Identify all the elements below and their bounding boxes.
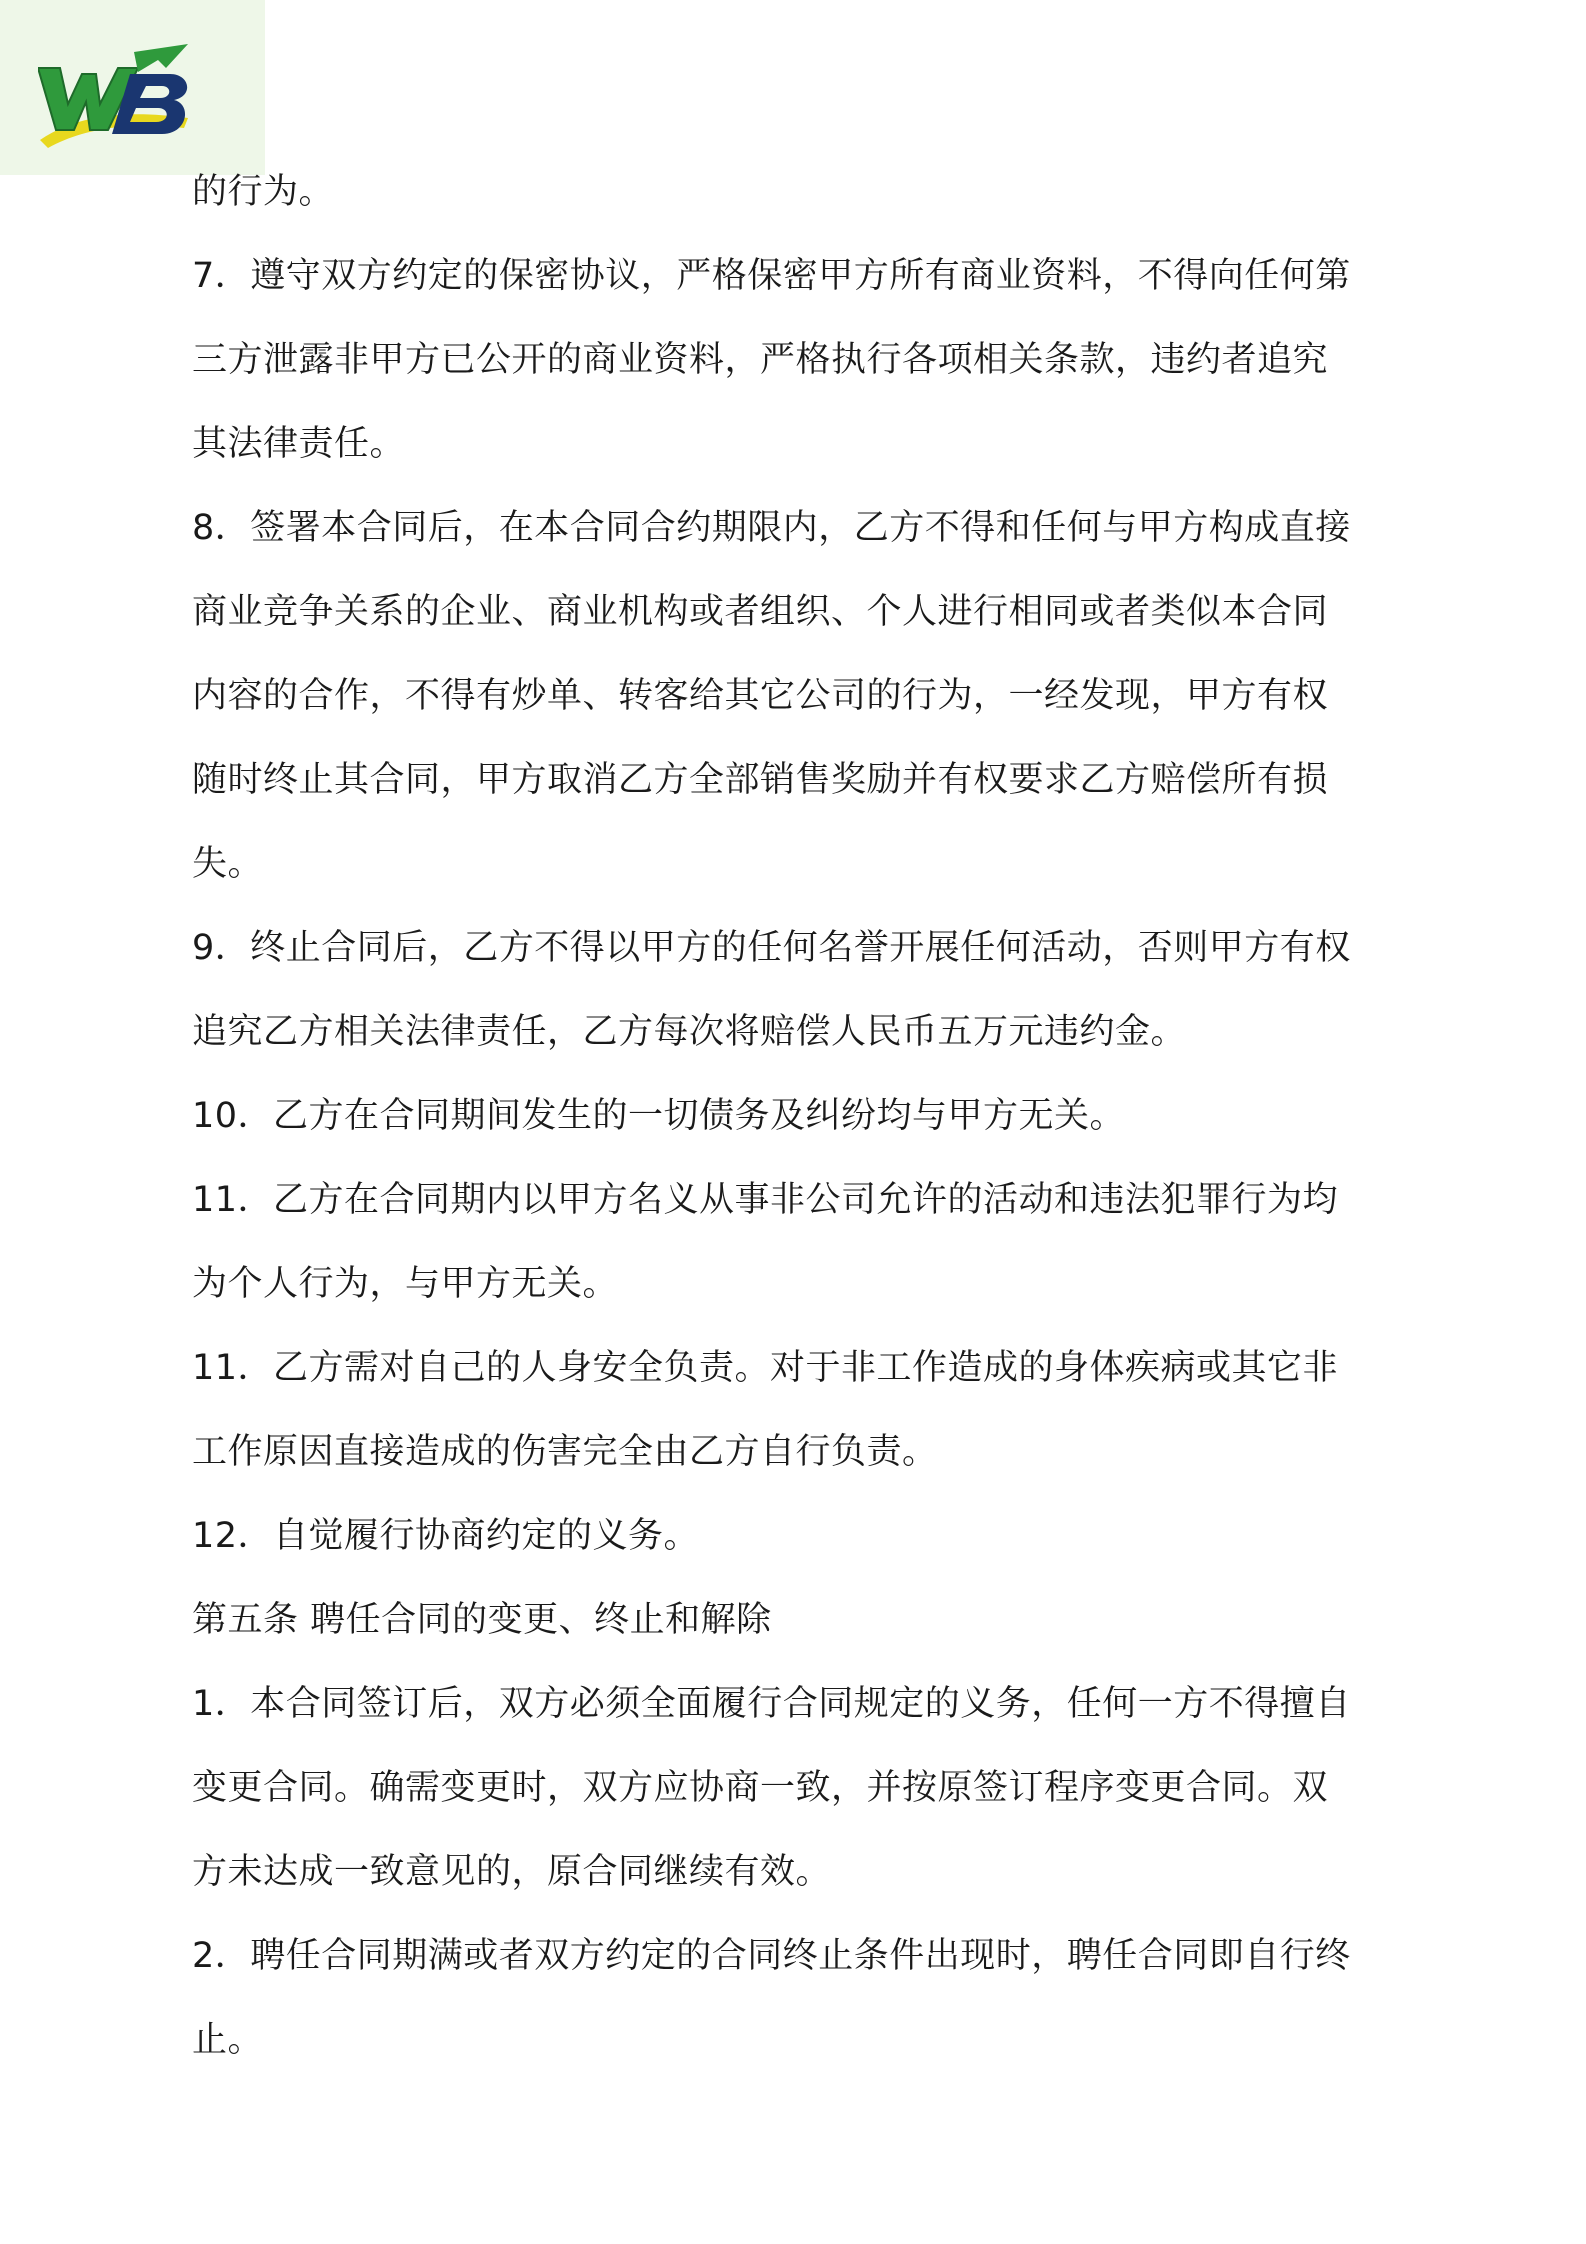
paragraph	[192, 1662, 1432, 1914]
text-line: 其法律责任。	[192, 424, 406, 464]
text-line: 8．签署本合同后，在本合同合约期限内，乙方不得和任何与甲方构成直接	[192, 508, 1351, 548]
paragraph	[192, 1326, 1432, 1494]
text-line: 11．乙方需对自己的人身安全负责。对于非工作造成的身体疾病或其它非	[192, 1348, 1339, 1388]
text-line: 失。	[192, 844, 264, 884]
paragraph	[192, 150, 1432, 234]
text-line: 三方泄露非甲方已公开的商业资料，严格执行各项相关条款，违约者追究	[192, 340, 1329, 380]
logo-green-arrow	[134, 44, 188, 72]
text-line: 7．遵守双方约定的保密协议，严格保密甲方所有商业资料，不得向任何第	[192, 256, 1351, 296]
text-line: 追究乙方相关法律责任，乙方每次将赔偿人民币五万元违约金。	[192, 1012, 1187, 1052]
paragraph	[192, 1494, 1432, 1578]
text-line: 2．聘任合同期满或者双方约定的合同终止条件出现时，聘任合同即自行终	[192, 1936, 1351, 1976]
text-line: 止。	[192, 2020, 264, 2060]
paragraph	[192, 486, 1432, 906]
text-line: 内容的合作，不得有炒单、转客给其它公司的行为，一经发现，甲方有权	[192, 676, 1329, 716]
text-line: 随时终止其合同，甲方取消乙方全部销售奖励并有权要求乙方赔偿所有损	[192, 760, 1329, 800]
text-line: 为个人行为，与甲方无关。	[192, 1264, 619, 1304]
text-line: 工作原因直接造成的伤害完全由乙方自行负责。	[192, 1432, 938, 1472]
text-line: 方未达成一致意见的，原合同继续有效。	[192, 1852, 832, 1892]
paragraph	[192, 1578, 1432, 1662]
text-line: 商业竞争关系的企业、商业机构或者组织、个人进行相同或者类似本合同	[192, 592, 1329, 632]
company-logo	[0, 0, 265, 175]
paragraph	[192, 1914, 1432, 2082]
text-line: 10．乙方在合同期间发生的一切债务及纠纷均与甲方无关。	[192, 1096, 1126, 1136]
text-line: 的行为。	[192, 172, 335, 212]
paragraph	[192, 234, 1432, 486]
text-line: 第五条 聘任合同的变更、终止和解除	[192, 1600, 772, 1640]
text-line: 11．乙方在合同期内以甲方名义从事非公司允许的活动和违法犯罪行为均	[192, 1180, 1339, 1220]
text-line: 12．自觉履行协商约定的义务。	[192, 1516, 700, 1556]
paragraph	[192, 1074, 1432, 1158]
paragraph	[192, 1158, 1432, 1326]
text-line: 9．终止合同后，乙方不得以甲方的任何名誉开展任何活动，否则甲方有权	[192, 928, 1351, 968]
document-body	[192, 150, 1432, 2082]
text-line: 变更合同。确需变更时，双方应协商一致，并按原签订程序变更合同。双	[192, 1768, 1329, 1808]
text-line: 1．本合同签订后，双方必须全面履行合同规定的义务，任何一方不得擅自	[192, 1684, 1351, 1724]
paragraph	[192, 906, 1432, 1074]
wb-logo-icon	[38, 44, 198, 148]
